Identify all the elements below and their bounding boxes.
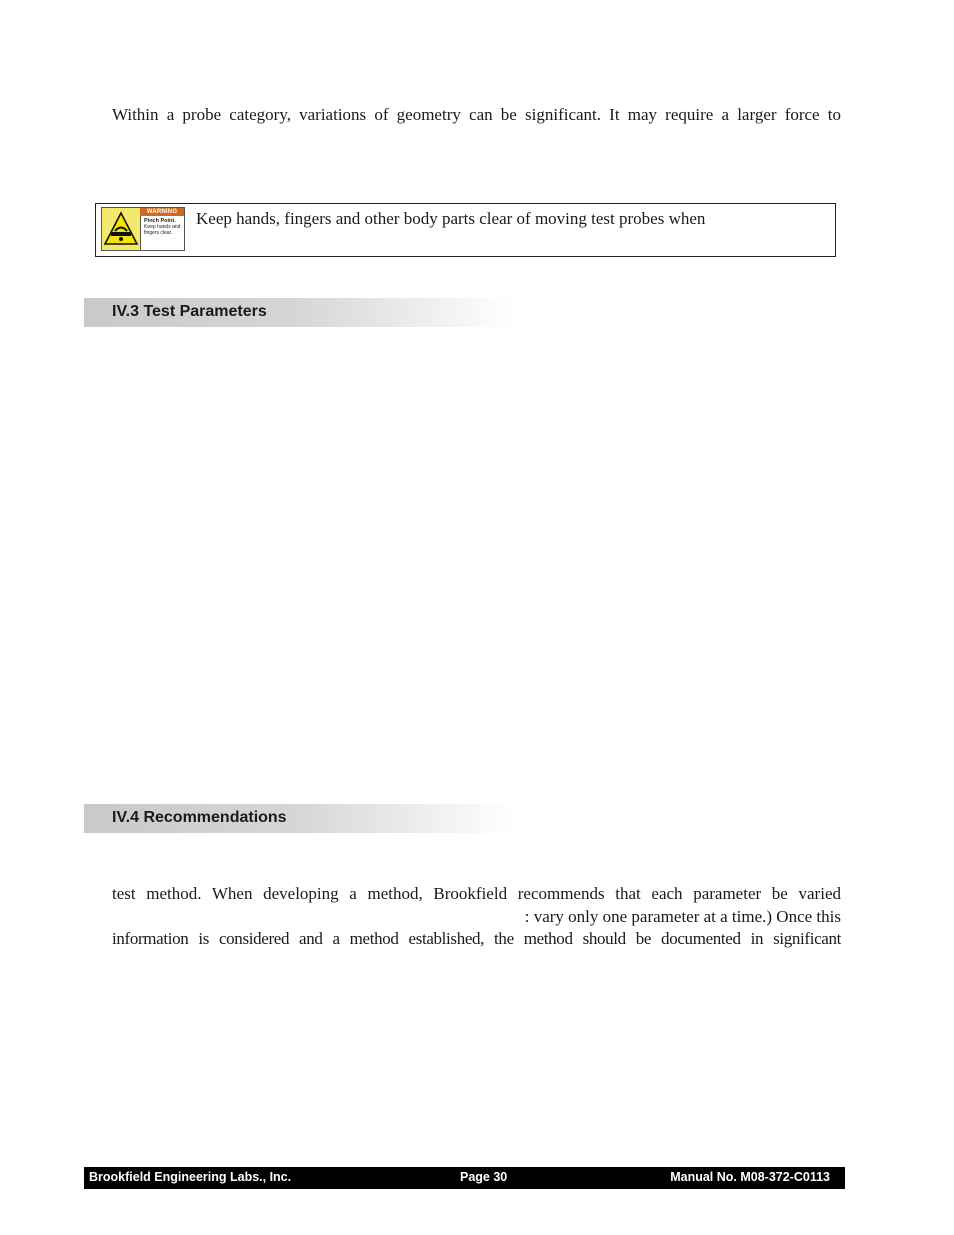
warning-label [101,207,185,251]
recommendation-line-1: test method. When developing a method, Brookfield recommends that each parameter be varied [112,884,841,903]
footer-manual-number: Manual No. M08-372-C0113 [670,1170,830,1184]
recommendation-line-3: information is considered and a method established, the method should be documented in significant [112,929,841,948]
footer-page-number: Page 30 [460,1170,508,1184]
probe-geometry-paragraph: Within a probe category, variations of geometry can be significant. It may require a larger force to [112,105,841,124]
section-header-recommendations [84,804,514,833]
warning-label-body: Keep hands and fingers clear. [144,224,181,236]
section-title: IV.4 Recommendations [112,809,287,826]
footer-company: Brookfield Engineering Labs., Inc. [89,1170,292,1184]
pinch-point-hazard-icon [102,208,141,250]
warning-text: Keep hands, fingers and other body parts clear of moving test probes when [196,209,706,228]
section-title: IV.3 Test Parameters [112,303,267,320]
warning-box [95,203,836,257]
page-footer [84,1167,845,1189]
warning-label-title: Pinch Point. [144,218,176,224]
recommendation-line-2: : vary only one parameter at a time.) Once this [524,907,841,926]
warning-label-header: WARNING [140,208,184,216]
section-header-test-parameters [84,298,514,327]
